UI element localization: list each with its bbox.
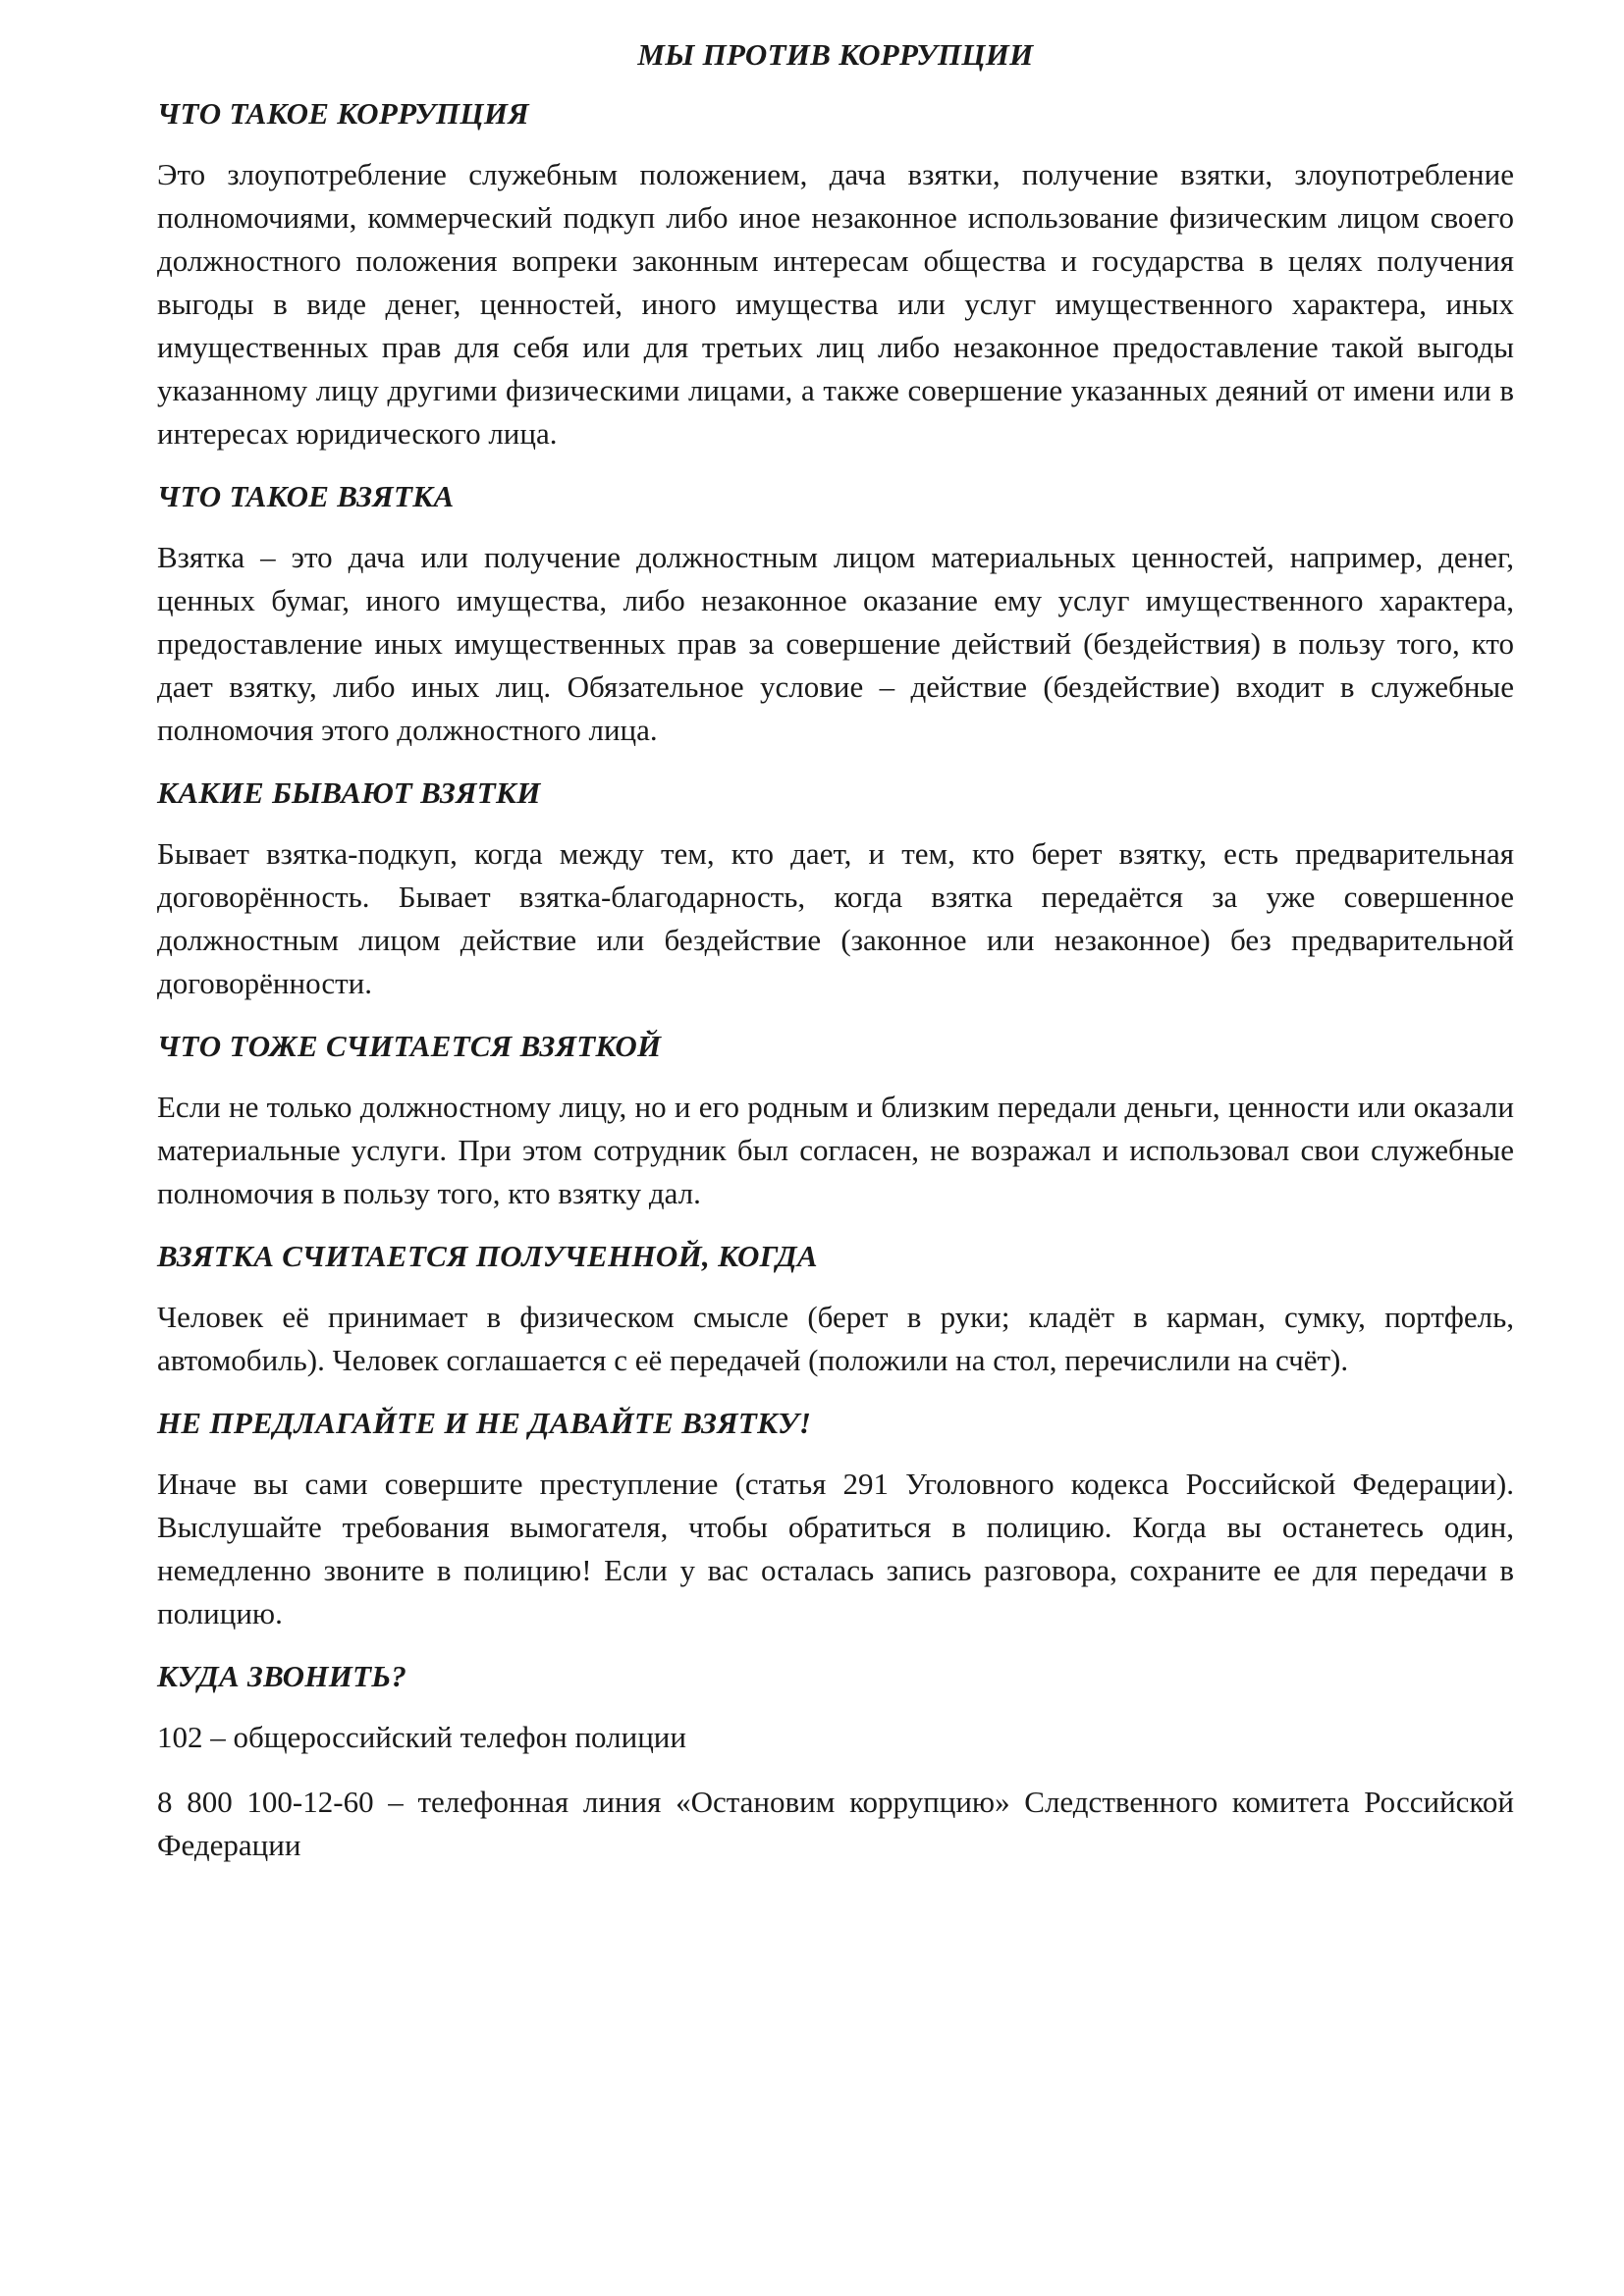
document-page <box>157 35 1514 1889</box>
section-heading: КАКИЕ БЫВАЮТ ВЗЯТКИ <box>157 775 541 810</box>
section-heading: КУДА ЗВОНИТЬ? <box>157 1659 407 1693</box>
section-bribe-received <box>157 1237 1514 1382</box>
section-heading: ЧТО ТАКОЕ КОРРУПЦИЯ <box>157 96 529 131</box>
section-heading: ЧТО ТАКОЕ ВЗЯТКА <box>157 479 455 513</box>
section-heading: ВЗЯТКА СЧИТАЕТСЯ ПОЛУЧЕННОЙ, КОГДА <box>157 1239 818 1273</box>
section-also-bribe <box>157 1027 1514 1215</box>
section-body: Это злоупотребление служебным положением, дача взятки, получение взятки, злоупотребление полномочиями, коммерческий подкуп либо иное незаконное использование физическим лицом своего должностного положения вопреки законным интересам общества и государства в целях получения выгоды в виде денег, ценностей, иного имущества или услуг имущественного характера, иных имущественных прав для себя или для третьих лиц либо незаконное предоставление такой выгоды указанному лицу другими физическими лицами, а также совершение указанных деяний от имени или в интересах юридического лица. <box>157 157 1514 451</box>
section-do-not-bribe <box>157 1404 1514 1635</box>
document-title: МЫ ПРОТИВ КОРРУПЦИИ <box>637 37 1034 72</box>
section-corruption <box>157 94 1514 455</box>
section-body: Взятка – это дача или получение должностным лицом материальных ценностей, например, денег, ценных бумаг, иного имущества, либо незаконное оказание ему услуг имущественного характера, предоставление иных имущественных прав за совершение действий (бездействия) в пользу того, кто дает взятку, либо иных лиц. Обязательное условие – действие (бездействие) входит в служебные полномочия этого должностного лица. <box>157 540 1514 747</box>
section-heading: ЧТО ТОЖЕ СЧИТАЕТСЯ ВЗЯТКОЙ <box>157 1029 662 1063</box>
section-body: Если не только должностному лицу, но и его родным и близким передали деньги, ценности или оказали материальные услуги. При этом сотрудник был согласен, не возражал и использовал свои служебные полномочия в пользу того, кто взятку дал. <box>157 1090 1514 1210</box>
hotline-phone-line: 8 800 100-12-60 – телефонная линия «Остановим коррупцию» Следственного комитета Российской Федерации <box>157 1785 1514 1862</box>
police-phone-line: 102 – общероссийский телефон полиции <box>157 1720 686 1754</box>
section-heading: НЕ ПРЕДЛАГАЙТЕ И НЕ ДАВАЙТЕ ВЗЯТКУ! <box>157 1406 812 1440</box>
section-bribe <box>157 477 1514 752</box>
section-body: Человек её принимает в физическом смысле (берет в руки; кладёт в карман, сумку, портфель, автомобиль). Человек соглашается с её передачей (положили на стол, перечислили на счёт). <box>157 1300 1514 1377</box>
section-contacts <box>157 1657 1514 1867</box>
section-body: Иначе вы сами совершите преступление (статья 291 Уголовного кодекса Российской Федерации). Выслушайте требования вымогателя, чтобы обратиться в полицию. Когда вы останетесь один, немедленно звоните в полицию! Если у вас осталась запись разговора, сохраните ее для передачи в полицию. <box>157 1467 1514 1630</box>
section-bribe-types <box>157 774 1514 1005</box>
section-body: Бывает взятка-подкуп, когда между тем, кто дает, и тем, кто берет взятку, есть предварительная договорённость. Бывает взятка-благодарность, когда взятка передаётся за уже совершенное должностным лицом действие или бездействие (законное или незаконное) без предварительной договорённости. <box>157 836 1514 1000</box>
